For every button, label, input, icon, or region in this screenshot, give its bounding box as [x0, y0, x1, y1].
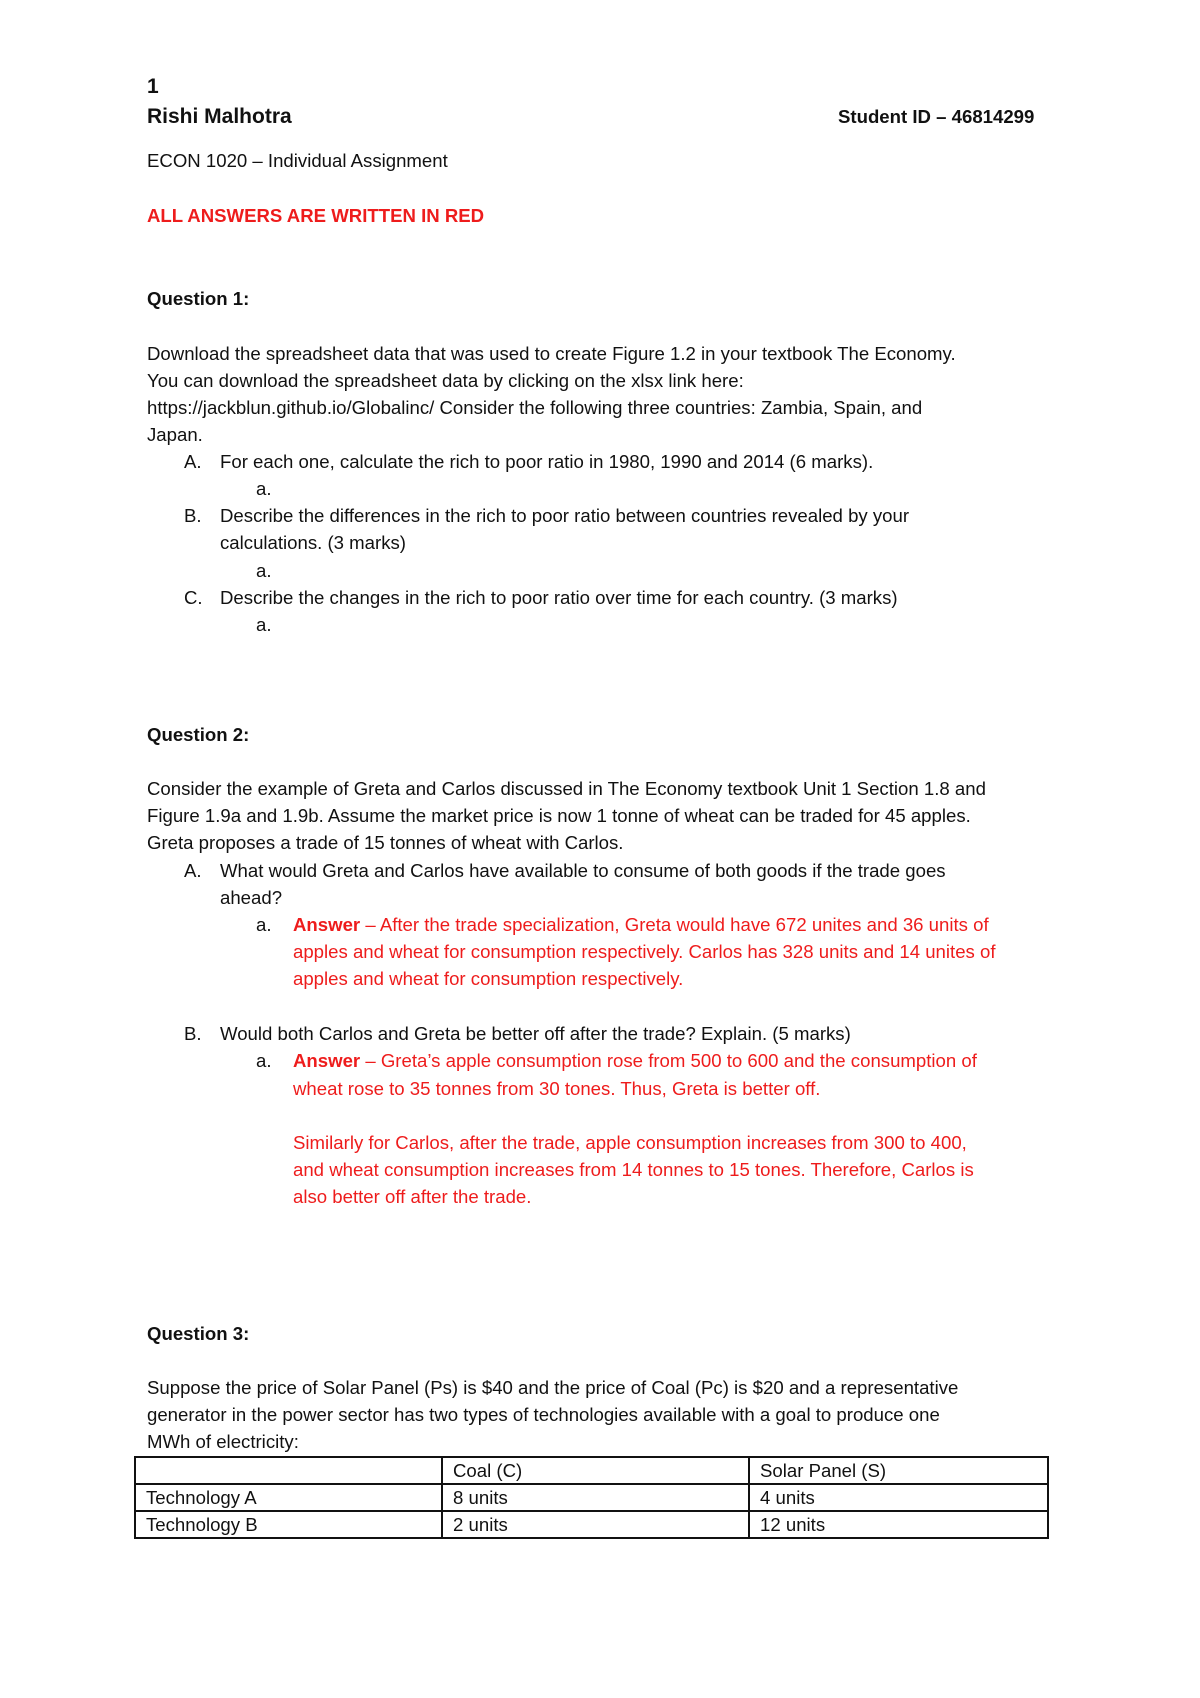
q2-answer-b-line: and wheat consumption increases from 14 tonnes to 15 tones. Therefore, Carlos is: [293, 1159, 974, 1180]
q2-answer-b-line: Similarly for Carlos, after the trade, apple consumption increases from 300 to 400,: [293, 1132, 967, 1153]
q1-part-c-sub: a.: [256, 614, 272, 635]
table-header-cell: Coal (C): [442, 1457, 749, 1484]
q1-part-c-text: Describe the changes in the rich to poor ratio over time for each country. (3 marks): [220, 587, 898, 608]
student-name: Rishi Malhotra: [147, 105, 292, 128]
q2-part-a-text: ahead?: [220, 887, 283, 908]
q2-text-line: Figure 1.9a and 1.9b. Assume the market price is now 1 tonne of wheat can be traded for 45 apples.: [147, 805, 971, 826]
table-cell: 2 units: [442, 1511, 749, 1538]
q2-answer-b-line: also better off after the trade.: [293, 1186, 532, 1207]
table-cell: 8 units: [442, 1484, 749, 1511]
technology-table: [134, 1456, 1049, 1539]
question-3-title: Question 3:: [147, 1323, 250, 1344]
q2-answer-b-line: wheat rose to 35 tonnes from 30 tones. Thus, Greta is better off.: [293, 1078, 821, 1099]
q2-part-a-sub: a.: [256, 914, 272, 935]
table-header-cell: [135, 1457, 442, 1484]
q1-part-c-label: C.: [184, 587, 203, 608]
table-cell: 4 units: [749, 1484, 1048, 1511]
answer-text: – Greta’s apple consumption rose from 500 to 600 and the consumption of: [360, 1050, 977, 1071]
q1-part-a-text: For each one, calculate the rich to poor ratio in 1980, 1990 and 2014 (6 marks).: [220, 451, 874, 472]
table-cell: Technology B: [135, 1511, 442, 1538]
q2-part-b-label: B.: [184, 1023, 202, 1044]
q2-part-b-text: Would both Carlos and Greta be better off after the trade? Explain. (5 marks): [220, 1023, 851, 1044]
q2-answer-a-line: apples and wheat for consumption respectively.: [293, 968, 684, 989]
q1-part-b-label: B.: [184, 505, 202, 526]
question-2-title: Question 2:: [147, 724, 250, 745]
q1-text-line: Japan.: [147, 424, 203, 445]
table-row: [135, 1511, 1048, 1538]
q2-text-line: Greta proposes a trade of 15 tonnes of wheat with Carlos.: [147, 832, 624, 853]
q2-answer-a-line: [293, 912, 989, 938]
table-cell: Technology A: [135, 1484, 442, 1511]
table-row: [135, 1484, 1048, 1511]
q2-text-line: Consider the example of Greta and Carlos discussed in The Economy textbook Unit 1 Section 1.8 and: [147, 778, 986, 799]
q2-part-a-label: A.: [184, 860, 202, 881]
answers-notice: ALL ANSWERS ARE WRITTEN IN RED: [147, 205, 485, 226]
answer-text: – After the trade specialization, Greta would have 672 unites and 36 units of: [360, 914, 989, 935]
table-header-row: [135, 1457, 1048, 1484]
table-cell: 12 units: [749, 1511, 1048, 1538]
q1-text-line: You can download the spreadsheet data by clicking on the xlsx link here:: [147, 370, 744, 391]
student-id: Student ID – 46814299: [838, 106, 1035, 127]
q1-part-b-text: calculations. (3 marks): [220, 532, 406, 553]
question-1-title: Question 1:: [147, 288, 250, 309]
table-header-cell: Solar Panel (S): [749, 1457, 1048, 1484]
q1-text-line: Download the spreadsheet data that was used to create Figure 1.2 in your textbook The Economy.: [147, 343, 956, 364]
q2-answer-a-line: apples and wheat for consumption respectively. Carlos has 328 units and 14 unites of: [293, 941, 996, 962]
q1-part-a-label: A.: [184, 451, 202, 472]
q3-text-line: Suppose the price of Solar Panel (Ps) is $40 and the price of Coal (Pc) is $20 and a representative: [147, 1377, 959, 1398]
course-title: ECON 1020 – Individual Assignment: [147, 150, 448, 171]
answer-label: Answer: [293, 1050, 361, 1071]
q1-part-a-sub: a.: [256, 478, 272, 499]
q3-text-line: generator in the power sector has two types of technologies available with a goal to produce one: [147, 1404, 940, 1425]
page-number: 1: [147, 75, 159, 98]
q3-text-line: MWh of electricity:: [147, 1431, 299, 1452]
answer-label: Answer: [293, 914, 361, 935]
q2-part-a-text: What would Greta and Carlos have available to consume of both goods if the trade goes: [220, 860, 946, 881]
q1-part-b-text: Describe the differences in the rich to poor ratio between countries revealed by your: [220, 505, 910, 526]
q1-part-b-sub: a.: [256, 560, 272, 581]
q2-answer-b-line: [293, 1048, 977, 1074]
q1-text-line: https://jackblun.github.io/Globalinc/ Consider the following three countries: Zambia, Spain, and: [147, 397, 923, 418]
q2-part-b-sub: a.: [256, 1050, 272, 1071]
